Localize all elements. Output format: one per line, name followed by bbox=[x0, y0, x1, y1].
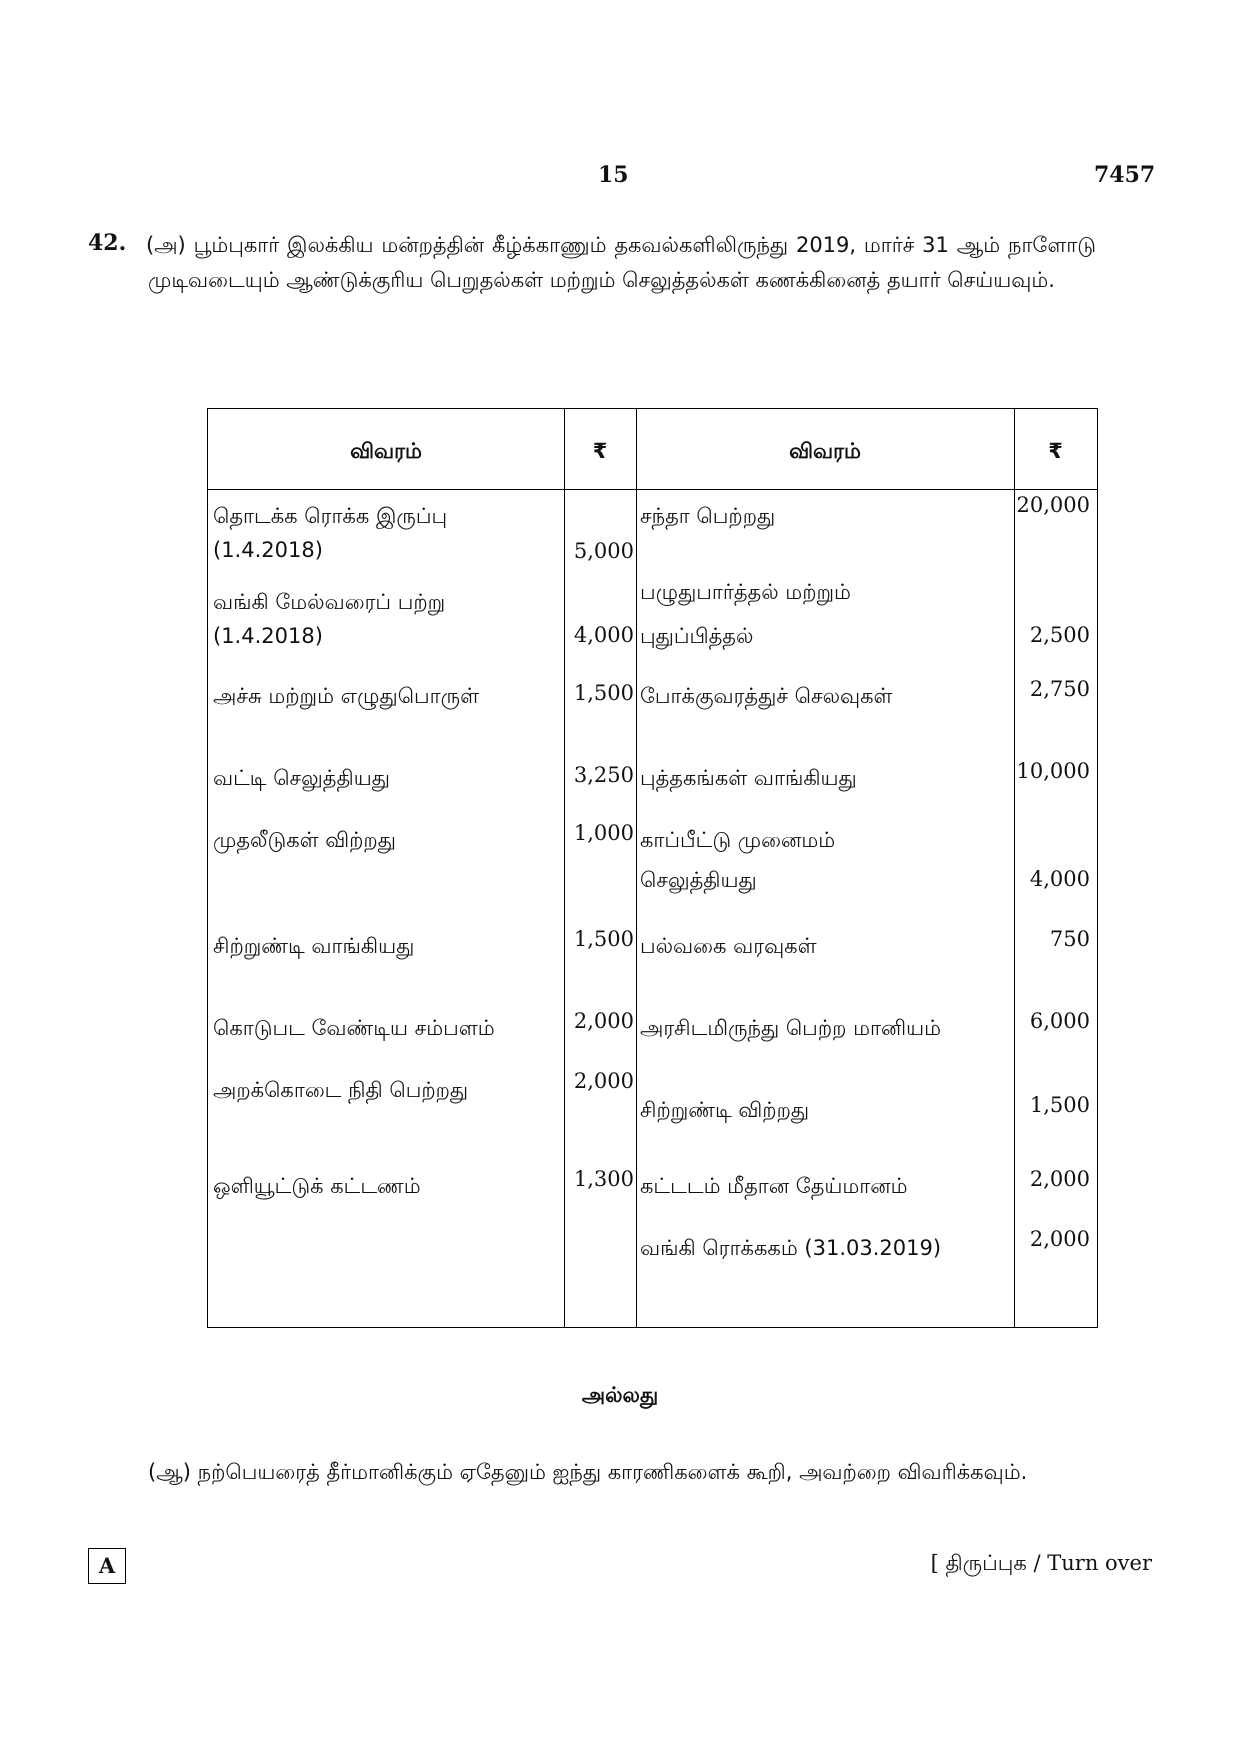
right-amount: 10,000 bbox=[1016, 759, 1090, 783]
right-amount: 4,000 bbox=[1029, 867, 1090, 891]
part-a-label: (அ) bbox=[146, 233, 186, 257]
left-amount: 1,300 bbox=[573, 1167, 634, 1191]
part-a-text: பூம்புகார் இலக்கிய மன்றத்தின் கீழ்க்காணும் தகவல்களிலிருந்து 2019, மார்ச் 31 ஆம் நாளோடு முடிவடையும் ஆண்டுக்குரிய பெறுதல்கள் மற்றும் செலுத்தல்கள் கணக்கினைத் தயார் செய்யவும். bbox=[148, 233, 1096, 292]
right-item-line2: செலுத்தியது bbox=[640, 868, 757, 892]
left-item: சிற்றுண்டி வாங்கியது bbox=[213, 934, 415, 958]
right-item: சிற்றுண்டி விற்றது bbox=[640, 1098, 810, 1122]
part-b-text: நற்பெயரைத் தீர்மானிக்கும் ஏதேனும் ஐந்து காரணிகளைக் கூறி, அவற்றை விவரிக்கவும். bbox=[197, 1460, 1028, 1484]
question-part-a bbox=[148, 228, 1096, 298]
left-amount: 1,000 bbox=[573, 821, 634, 845]
paper-code: 7457 bbox=[1094, 162, 1156, 188]
question-part-b bbox=[148, 1455, 1096, 1490]
right-item-line2: புதுப்பித்தல் bbox=[640, 624, 754, 648]
page-number: 15 bbox=[598, 162, 629, 188]
right-item: பழுதுபார்த்தல் மற்றும் bbox=[640, 580, 851, 604]
right-item: வங்கி ரொக்ககம் (31.03.2019) bbox=[640, 1236, 942, 1260]
right-item: அரசிடமிருந்து பெற்ற மானியம் bbox=[640, 1016, 941, 1040]
left-amount: 1,500 bbox=[573, 927, 634, 951]
booklet-series-box: A bbox=[88, 1548, 126, 1584]
left-item: முதலீடுகள் விற்றது bbox=[213, 828, 396, 852]
header-particulars-left: விவரம் bbox=[350, 439, 422, 463]
right-item: சந்தா பெற்றது bbox=[640, 504, 776, 528]
left-item: வட்டி செலுத்தியது bbox=[213, 766, 390, 790]
header-amount-right: ₹ bbox=[1048, 439, 1063, 463]
left-item-date: (1.4.2018) bbox=[213, 624, 323, 648]
right-item: கட்டடம் மீதான தேய்மானம் bbox=[640, 1174, 908, 1198]
left-item-date: (1.4.2018) bbox=[213, 538, 323, 562]
header-particulars-right: விவரம் bbox=[789, 439, 861, 463]
right-amount: 6,000 bbox=[1029, 1009, 1090, 1033]
left-amount: 3,250 bbox=[573, 763, 634, 787]
right-item: புத்தகங்கள் வாங்கியது bbox=[640, 766, 857, 790]
right-amount: 2,750 bbox=[1029, 677, 1090, 701]
right-item: பல்வகை வரவுகள் bbox=[640, 934, 817, 958]
left-amount: 1,500 bbox=[573, 681, 634, 705]
left-item: ஒளியூட்டுக் கட்டணம் bbox=[213, 1174, 421, 1198]
left-item: அறக்கொடை நிதி பெற்றது bbox=[213, 1078, 469, 1102]
left-item: தொடக்க ரொக்க இருப்பு bbox=[213, 504, 448, 528]
receipts-payments-table bbox=[207, 408, 1098, 1328]
right-amount: 20,000 bbox=[1016, 493, 1090, 517]
or-separator: அல்லது bbox=[581, 1383, 659, 1407]
right-amount: 2,500 bbox=[1029, 623, 1090, 647]
left-item: வங்கி மேல்வரைப் பற்று bbox=[213, 590, 446, 614]
right-item: காப்பீட்டு முனைமம் bbox=[640, 828, 836, 852]
turn-over-note: [ திருப்புக / Turn over bbox=[930, 1551, 1152, 1575]
question-number: 42. bbox=[88, 230, 127, 256]
right-amount: 1,500 bbox=[1029, 1093, 1090, 1117]
left-item: அச்சு மற்றும் எழுதுபொருள் bbox=[213, 684, 480, 708]
left-amount: 5,000 bbox=[573, 539, 634, 563]
right-amount: 2,000 bbox=[1029, 1167, 1090, 1191]
left-amount: 2,000 bbox=[573, 1009, 634, 1033]
header-amount-left: ₹ bbox=[592, 439, 608, 463]
left-item: கொடுபட வேண்டிய சம்பளம் bbox=[213, 1016, 495, 1040]
left-amount: 4,000 bbox=[573, 623, 634, 647]
part-b-label: (ஆ) bbox=[148, 1460, 191, 1484]
right-item: போக்குவரத்துச் செலவுகள் bbox=[640, 684, 893, 708]
right-amount: 750 bbox=[1049, 927, 1090, 951]
left-amount: 2,000 bbox=[573, 1069, 634, 1093]
right-amount: 2,000 bbox=[1029, 1227, 1090, 1251]
